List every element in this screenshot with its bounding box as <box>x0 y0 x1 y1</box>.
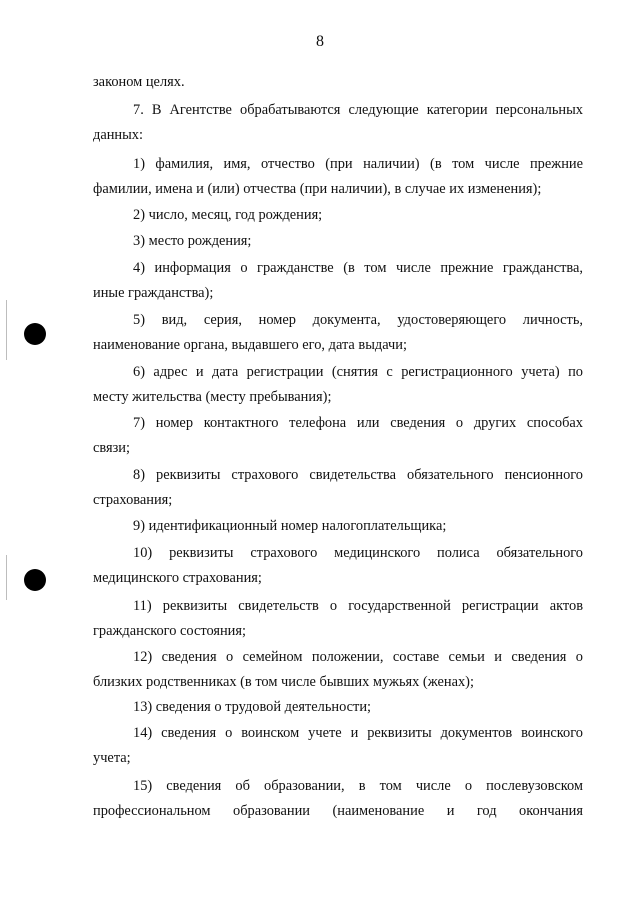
scan-edge-mark <box>6 300 7 360</box>
item-3: 3) место рождения; <box>133 233 252 249</box>
item-15-line-1: 15) сведения об образовании, в том числе о послевузовском <box>133 778 583 794</box>
item-9: 9) идентификационный номер налогоплательщика; <box>133 518 447 534</box>
item-4-line-1: 4) информация о гражданстве (в том числе прежние гражданства, <box>133 260 583 276</box>
item-5-line-1: 5) вид, серия, номер документа, удостоверяющего личность, <box>133 312 583 328</box>
item-12-line-1: 12) сведения о семейном положении, составе семьи и сведения о <box>133 649 583 665</box>
item-11-line-2: гражданского состояния; <box>93 623 247 639</box>
item-8-line-1: 8) реквизиты страхового свидетельства обязательного пенсионного <box>133 467 583 483</box>
item-12-line-2: близких родственниках (в том числе бывших мужьях (женах); <box>93 674 474 690</box>
punch-hole <box>24 569 46 591</box>
item-15-line-2: профессиональном образовании (наименование и год окончания <box>93 803 583 819</box>
item-4-line-2: иные гражданства); <box>93 285 214 301</box>
item-10-line-2: медицинского страхования; <box>93 570 262 586</box>
item-11-line-1: 11) реквизиты свидетельств о государственной регистрации актов <box>133 598 583 614</box>
item-7-line-1: 7) номер контактного телефона или сведения о других способах <box>133 415 583 431</box>
item-10-line-1: 10) реквизиты страхового медицинского полиса обязательного <box>133 545 583 561</box>
item-2: 2) число, месяц, год рождения; <box>133 207 323 223</box>
item-6-line-1: 6) адрес и дата регистрации (снятия с регистрационного учета) по <box>133 364 583 380</box>
item-5-line-2: наименование органа, выдавшего его, дата выдачи; <box>93 337 407 353</box>
punch-hole <box>24 323 46 345</box>
item-1-line-1: 1) фамилия, имя, отчество (при наличии) (в том числе прежние <box>133 156 583 172</box>
item-6-line-2: месту жительства (месту пребывания); <box>93 389 332 405</box>
scan-edge-mark <box>6 555 7 600</box>
page-number: 8 <box>316 33 324 50</box>
item-13: 13) сведения о трудовой деятельности; <box>133 699 372 715</box>
item-1-line-2: фамилии, имена и (или) отчества (при наличии), в случае их изменения); <box>93 181 542 197</box>
paragraph-7-line-1: 7. В Агентстве обрабатываются следующие категории персональных <box>133 102 583 118</box>
item-8-line-2: страхования; <box>93 492 173 508</box>
item-14-line-2: учета; <box>93 750 131 766</box>
text-line: законом целях. <box>93 74 185 90</box>
item-7-line-2: связи; <box>93 440 130 456</box>
item-14-line-1: 14) сведения о воинском учете и реквизиты документов воинского <box>133 725 583 741</box>
paragraph-7-line-2: данных: <box>93 127 143 143</box>
